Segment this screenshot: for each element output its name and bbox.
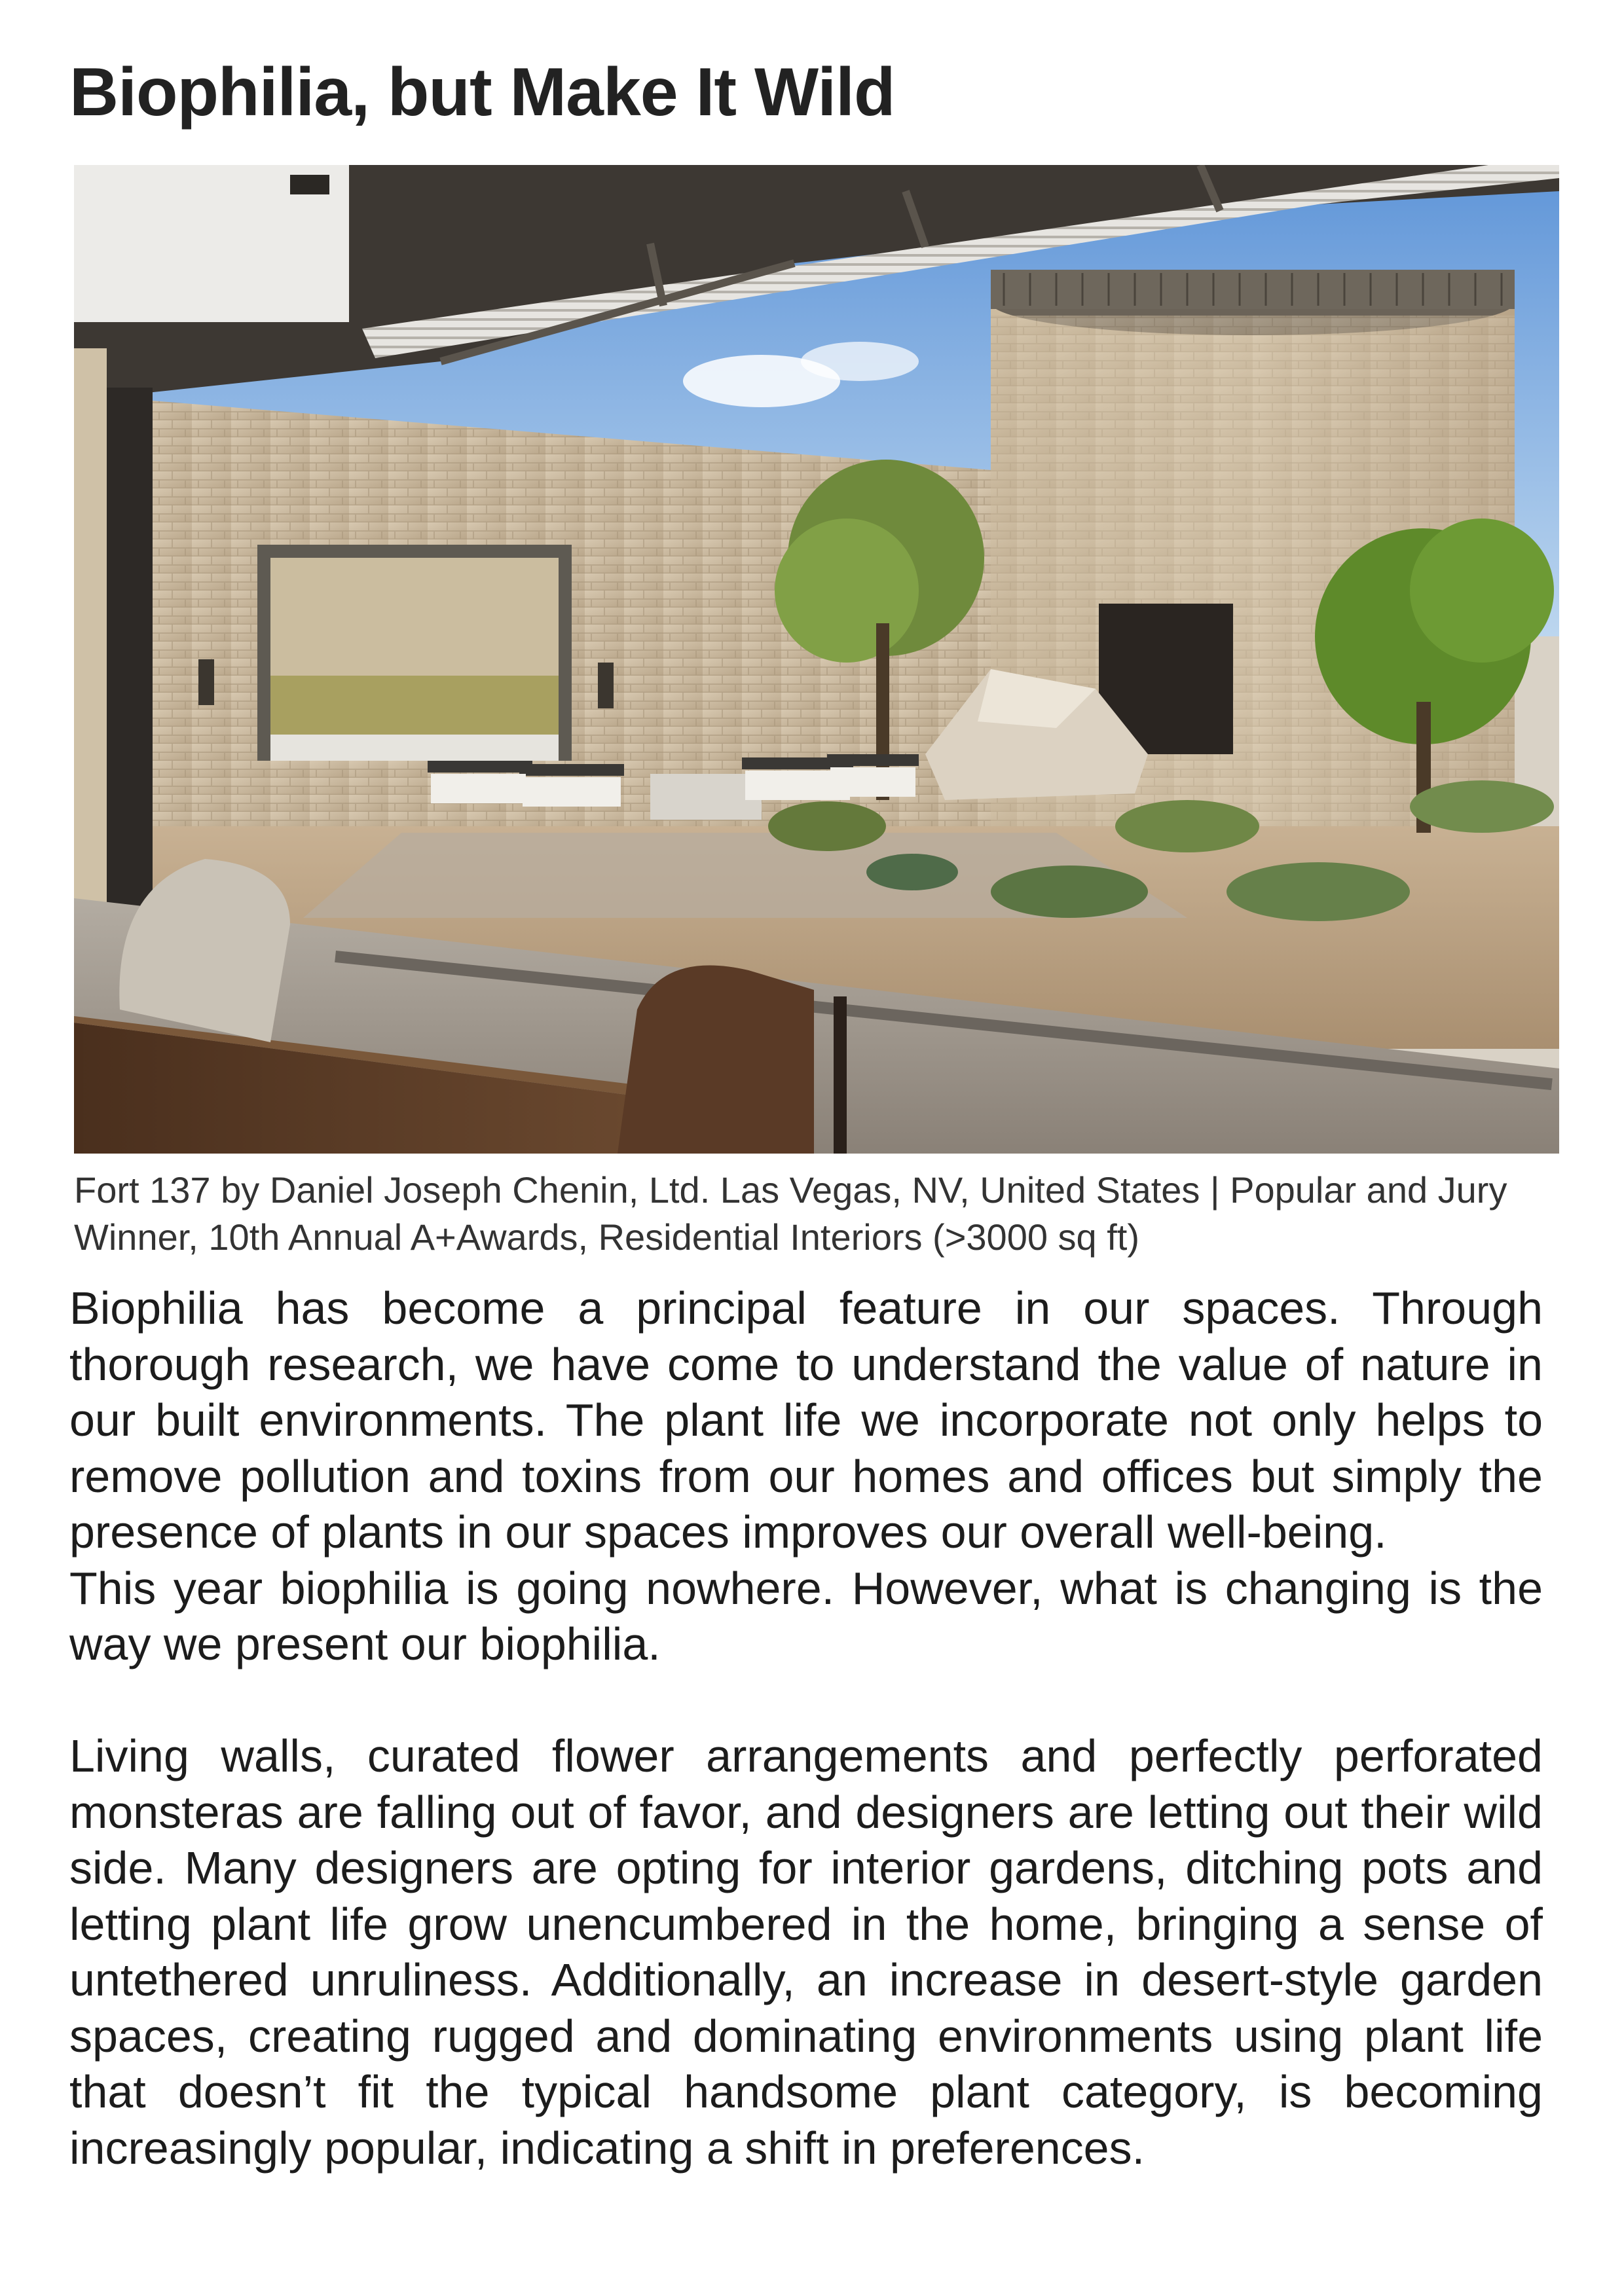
image-caption: Fort 137 by Daniel Joseph Chenin, Ltd. Las Vegas, NV, United States | Popular and Jury Winner, 10th Annual A+Awards, Residential Interiors (>3000 sq ft) bbox=[74, 1169, 1507, 1258]
paragraph: Biophilia has become a principal feature in our spaces. Through thorough research, we have come to understand the value of nature in our built environments. The plant life we incorporate not only helps to remove pollution and toxins from our homes and offices but simply the presence of plants in our spaces improves our overall well-being. bbox=[69, 1283, 1543, 1558]
courtyard-illustration bbox=[74, 165, 1559, 1154]
paragraph: This year biophilia is going nowhere. However, what is changing is the way we present our biophilia. bbox=[69, 1562, 1543, 1669]
paragraph: Living walls, curated flower arrangements and perfectly perforated monsteras are falling out of favor, and designers are letting out their wild side. Many designers are opting for interior gardens, ditching pots and letting plant life grow unencumbered in the home, bringing a sense of untethered unruliness. Additionally, an increase in desert-style garden spaces, creating rugged and dominating environments using plant life that doesn’t fit the typical handsome plant category, is becoming increasingly popular, indicating a shift in preferences. bbox=[69, 1730, 1543, 2174]
page-title: Biophilia, but Make It Wild bbox=[69, 54, 895, 130]
courtyard-photo bbox=[74, 165, 1559, 1154]
article-body bbox=[69, 1281, 1543, 2176]
